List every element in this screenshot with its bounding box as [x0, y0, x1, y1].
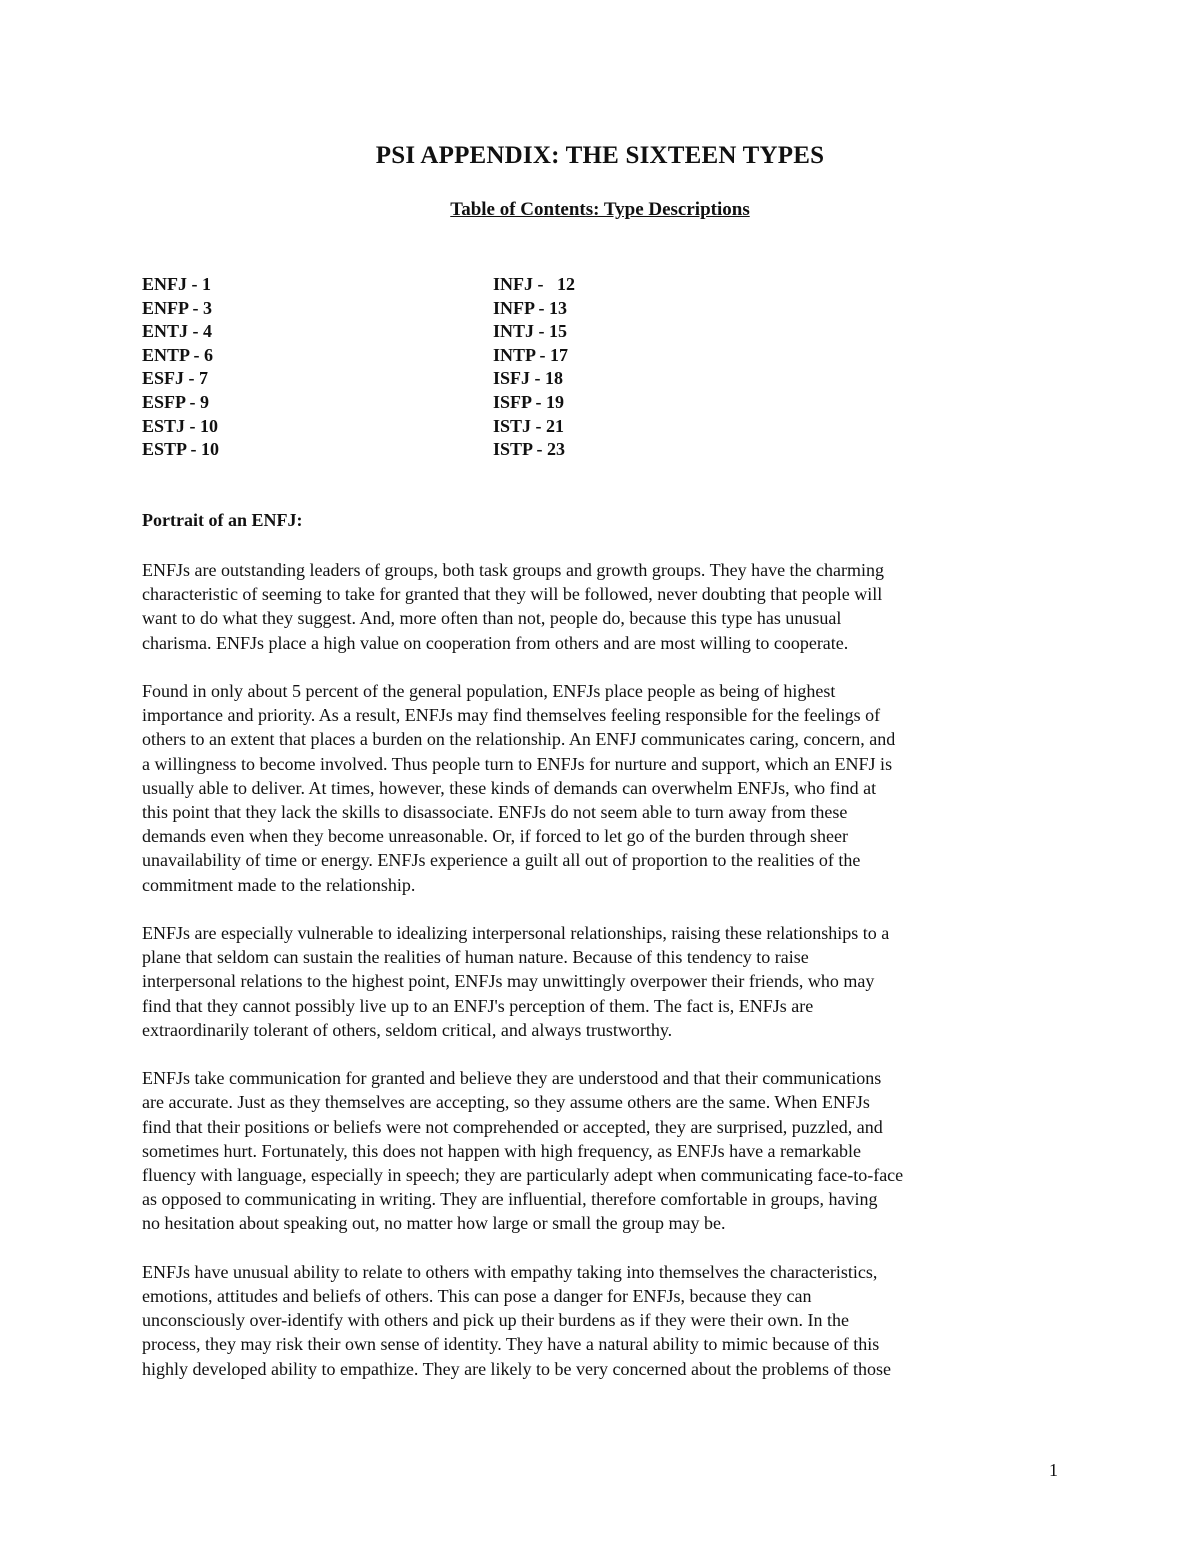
text-line: importance and priority. As a result, ENFJs may find themselves feeling responsible for the feelings of [142, 705, 881, 726]
text-line: no hesitation about speaking out, no matter how large or small the group may be. [142, 1213, 726, 1234]
section-heading: Portrait of an ENFJ: [142, 510, 303, 530]
paragraph-5 [142, 1260, 1062, 1381]
text-line: others to an extent that places a burden on the relationship. An ENFJ communicates caring, concern, and [142, 729, 896, 750]
table-of-contents [142, 273, 842, 463]
text-line: characteristic of seeming to take for granted that they will be followed, never doubting that people will [142, 584, 883, 605]
body-text [142, 558, 1062, 1405]
toc-column-left [142, 273, 472, 462]
toc-item-infj: INFJ - 12 [493, 274, 575, 294]
paragraph-2 [142, 679, 1062, 897]
text-line: ENFJs have unusual ability to relate to others with empathy taking into themselves the characteristics, [142, 1261, 878, 1282]
text-line: plane that seldom can sustain the realities of human nature. Because of this tendency to raise [142, 947, 809, 968]
text-line: Found in only about 5 percent of the general population, ENFJs place people as being of highest [142, 681, 836, 701]
text-line: find that they cannot possibly live up to an ENFJ's perception of them. The fact is, ENFJs are [142, 995, 814, 1016]
toc-column-right [493, 273, 823, 462]
text-line: want to do what they suggest. And, more often than not, people do, because this type has unusual [142, 608, 842, 629]
toc-item-istj: ISTJ - 21 [493, 415, 565, 436]
page-number: 1 [1049, 1460, 1058, 1480]
page-title: PSI APPENDIX: THE SIXTEEN TYPES [375, 142, 825, 169]
text-line: extraordinarily tolerant of others, seldom critical, and always trustworthy. [142, 1019, 673, 1040]
toc-item-enfp: ENFP - 3 [142, 297, 212, 318]
paragraph-3 [142, 921, 1062, 1042]
toc-item-esfj: ESFJ - 7 [142, 368, 209, 389]
toc-item-intj: INTJ - 15 [493, 321, 568, 342]
text-line: interpersonal relations to the highest point, ENFJs may unwittingly overpower their friends, who may [142, 971, 875, 992]
text-line: ENFJs are outstanding leaders of groups, both task groups and growth groups. They have the charming [142, 560, 885, 580]
toc-item-infp: INFP - 13 [493, 297, 567, 318]
text-line: unconsciously over-identify with others and pick up their burdens as if they were their own. In the [142, 1310, 849, 1331]
toc-item-intp: INTP - 17 [493, 344, 569, 365]
toc-item-istp: ISTP - 23 [493, 439, 566, 460]
paragraph-1 [142, 558, 1062, 655]
toc-item-isfj: ISFJ - 18 [493, 368, 564, 389]
toc-item-entj: ENTJ - 4 [142, 321, 213, 342]
toc-heading: Table of Contents: Type Descriptions [450, 199, 750, 220]
toc-item-estp: ESTP - 10 [142, 439, 220, 460]
toc-item-estj: ESTJ - 10 [142, 415, 219, 436]
text-line: demands even when they become unreasonable. Or, if forced to let go of the burden through sheer [142, 826, 849, 847]
text-line: this point that they lack the skills to disassociate. ENFJs do not seem able to turn away from these [142, 802, 848, 823]
text-line: process, they may risk their own sense of identity. They have a natural ability to mimic because of this [142, 1334, 880, 1355]
text-line: highly developed ability to empathize. They are likely to be very concerned about the problems of those [142, 1358, 891, 1379]
text-line: sometimes hurt. Fortunately, this does not happen with high frequency, as ENFJs have a remarkable [142, 1140, 861, 1161]
text-line: ENFJs take communication for granted and believe they are understood and that their communications [142, 1068, 882, 1089]
text-line: as opposed to communicating in writing. They are influential, therefore comfortable in groups, having [142, 1189, 878, 1210]
toc-item-isfp: ISFP - 19 [493, 391, 565, 412]
text-line: a willingness to become involved. Thus people turn to ENFJs for nurture and support, which an ENFJ is [142, 753, 893, 774]
toc-item-enfj: ENFJ - 1 [142, 274, 211, 294]
text-line: charisma. ENFJs place a high value on cooperation from others and are most willing to cooperate. [142, 632, 849, 653]
text-line: emotions, attitudes and beliefs of others. This can pose a danger for ENFJs, because they can [142, 1286, 812, 1307]
text-line: find that their positions or beliefs were not comprehended or accepted, they are surprised, puzzled, and [142, 1116, 883, 1137]
text-line: commitment made to the relationship. [142, 874, 416, 895]
toc-item-entp: ENTP - 6 [142, 344, 214, 365]
text-line: fluency with language, especially in speech; they are particularly adept when communicating face-to-face [142, 1165, 904, 1186]
toc-item-esfp: ESFP - 9 [142, 391, 210, 412]
paragraph-4 [142, 1066, 1062, 1235]
text-line: usually able to deliver. At times, however, these kinds of demands can overwhelm ENFJs, who find at [142, 777, 877, 798]
text-line: are accurate. Just as they themselves are accepting, so they assume others are the same. When ENFJs [142, 1092, 870, 1113]
text-line: unavailability of time or energy. ENFJs experience a guilt all out of proportion to the realities of the [142, 850, 861, 871]
text-line: ENFJs are especially vulnerable to idealizing interpersonal relationships, raising these relationships to a [142, 923, 890, 944]
